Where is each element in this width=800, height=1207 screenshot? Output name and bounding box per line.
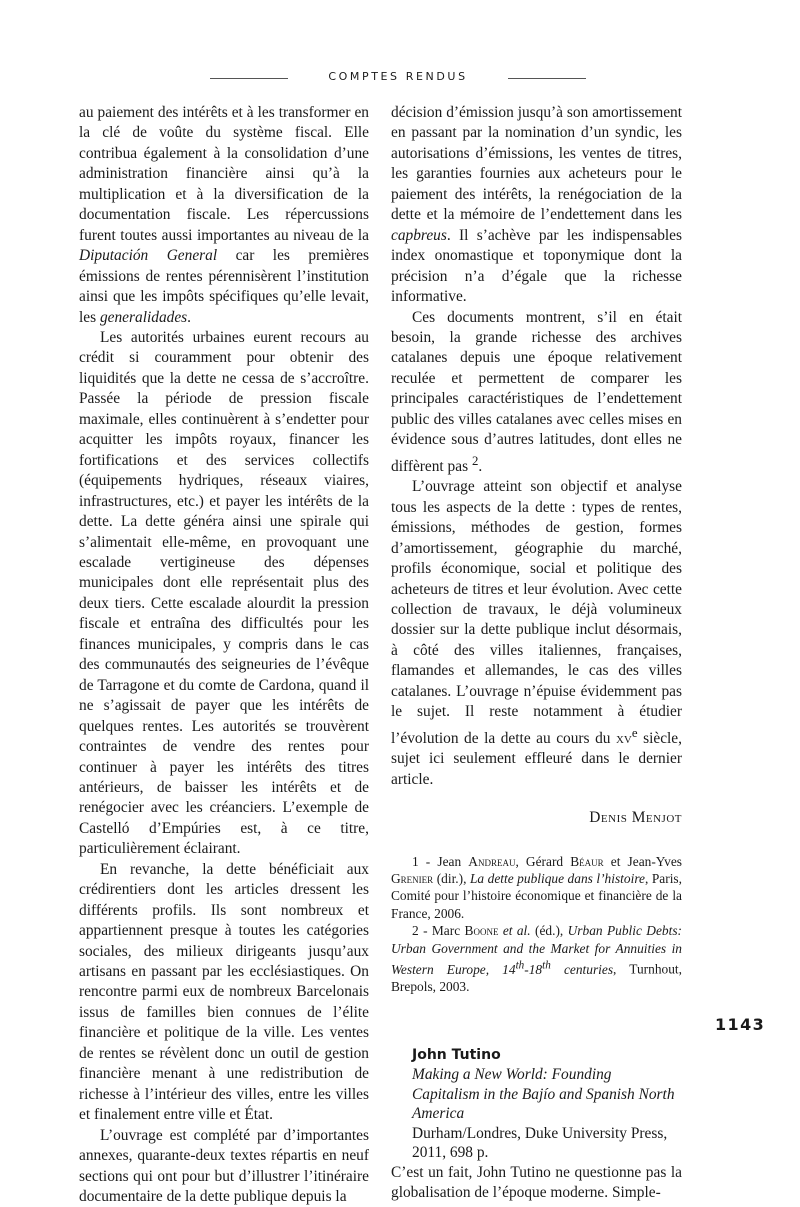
footnote-1: 1 - Jean Andreau, Gérard Béaur et Jean-Yves Grenier (dir.), La dette publique dans l’histoire, Paris, Comité pour l’histoire économique et financière de la France, 2006. (391, 853, 682, 921)
left-paragraph-2: Les autorités urbaines eurent recours au crédit si couramment pour obtenir des liquidités que la dette ne cessa de s’accroître. Passée la période de pression fiscale maximale, elles continuèrent à s’endetter pour acquitter les impôts royaux, financer les fortifications et des services collectifs (équipements hydriques, réseaux viaires, infrastructures, etc.) et payer les intérêts de la dette. La dette généra ainsi une spirale qui s’alimentait elle-même, en provoquant une escalade vertigineuse des dépenses municipales dont elle représentait plus des deux tiers. Cette escalade alourdit la pression fiscale et entraîna des difficultés pour les finances municipales, y compris dans le cas des communautés des seigneuries de l’évêque de Tarragone et du comte de Cardona, quand il ne s’agissait de payer que les intérêts de quelques rentes. Les autorités se trouvèrent contraintes de vendre des rentes pour continuer à payer les intérêts des titres antérieurs, de baisser les intérêts et de renégocier avec les créanciers. L’exemple de Castelló d’Empúries est, à ce titre, particulièrement éclairant. (79, 328, 369, 858)
right-paragraph-3: L’ouvrage atteint son objectif et analyse tous les aspects de la dette : types de rentes, émissions, méthodes de gestion, formes d’amortissement, géographie du marché, profils économique, social et politique des acheteurs de titres et leur évolution. Avec cette collection de travaux, le déjà volumineux dossier sur la dette publique inclut désormais, à côté des villes italiennes, françaises, flamandes et allemandes, le cas des villes catalanes. L’ouvrage n’épuise évidemment pas le sujet. Il reste notamment à étudier l’évolution de la dette au cours du $xv^e$ siècle, sujet ici seulement effleuré dans le dernier article. (391, 478, 682, 788)
right-column (391, 103, 682, 1204)
review-opening: C’est un fait, John Tutino ne questionne pas la globalisation de l’époque moderne. Simple- (391, 1163, 682, 1202)
book-publisher: Durham/Londres, Duke University Press, 2011, 698 p. (412, 1124, 668, 1162)
left-column (79, 103, 369, 1207)
header-rule-left (210, 78, 288, 79)
page-number: 1143 (715, 1015, 766, 1034)
book-entry (391, 1045, 682, 1163)
left-paragraph-1: au paiement des intérêts et à les transformer en la clé de voûte du système fiscal. Elle contribua également à la consolidation d’une administration financière ainsi qu’à la multiplication et à la diversification de la documentation fiscale. Les répercussions furent toutes aussi importantes au niveau de la Diputación General car les premières émissions de rentes pérennisèrent l’institution ainsi que les impôts spécifiques qu’elle levait, les generalidades. (79, 104, 369, 326)
review-signature: Denis Menjot (589, 809, 682, 827)
left-paragraph-4: L’ouvrage est complété par d’importantes annexes, quarante-deux textes répartis en neuf sections qui ont pour but d’illustrer l’itinéraire documentaire de la dette publique depuis la (79, 1126, 369, 1206)
left-paragraph-3: En revanche, la dette bénéficiait aux crédirentiers dont les articles dressent les différents profils. Ils sont nombreux et appartiennent presque à toutes les catégories sociales, des milieux dirigeants jusqu’aux artisans en passant par les ecclésiastiques. On rencontre parmi eux de nombreux Barcelonais issus de familles bien connues de l’élite financière et politique de la ville. Les ventes de rentes se révèlent donc un outil de gestion financière menant à une redistribution de richesse à l’intérieur des villes, entre les villes et finalement entre ville et État. (79, 860, 369, 1124)
footnote-2: 2 - Marc Boone et al. (éd.), Urban Public Debts: Urban Government and the Market for Annuities in Western Europe, 14th-18th centuries, Turnhout, Brepols, 2003. (391, 923, 682, 994)
footnotes (391, 853, 682, 996)
running-header (0, 66, 800, 90)
right-paragraph-2: Ces documents montrent, s’il en était besoin, la grande richesse des archives catalanes depuis une époque relativement reculée et permettent de comparer les principales caractéristiques de l’endettement public des villes catalanes avec celles mises en évidence sous d’autres latitudes, dont elles ne diffèrent pas $^2$. (391, 308, 682, 475)
header-rule-right (508, 78, 586, 79)
book-author: John Tutino (412, 1047, 501, 1064)
book-title: Making a New World: Founding Capitalism in the Bajío and Spanish North America (412, 1066, 675, 1123)
right-paragraph-1: décision d’émission jusqu’à son amortissement en passant par la nomination d’un syndic, les autorisations d’émissions, les ventes de titres, les garanties fournies aux acheteurs pour le paiement des intérêts, la renégociation de la dette et la mémoire de l’endettement dans les capbreus. Il s’achève par les indispensables index onomastique et toponymique dont la précision n’a d’égale que la richesse informative. (391, 104, 682, 306)
header-title: COMPTES RENDUS (328, 70, 468, 83)
footnote-ref-2[interactable]: 2 (471, 453, 479, 468)
